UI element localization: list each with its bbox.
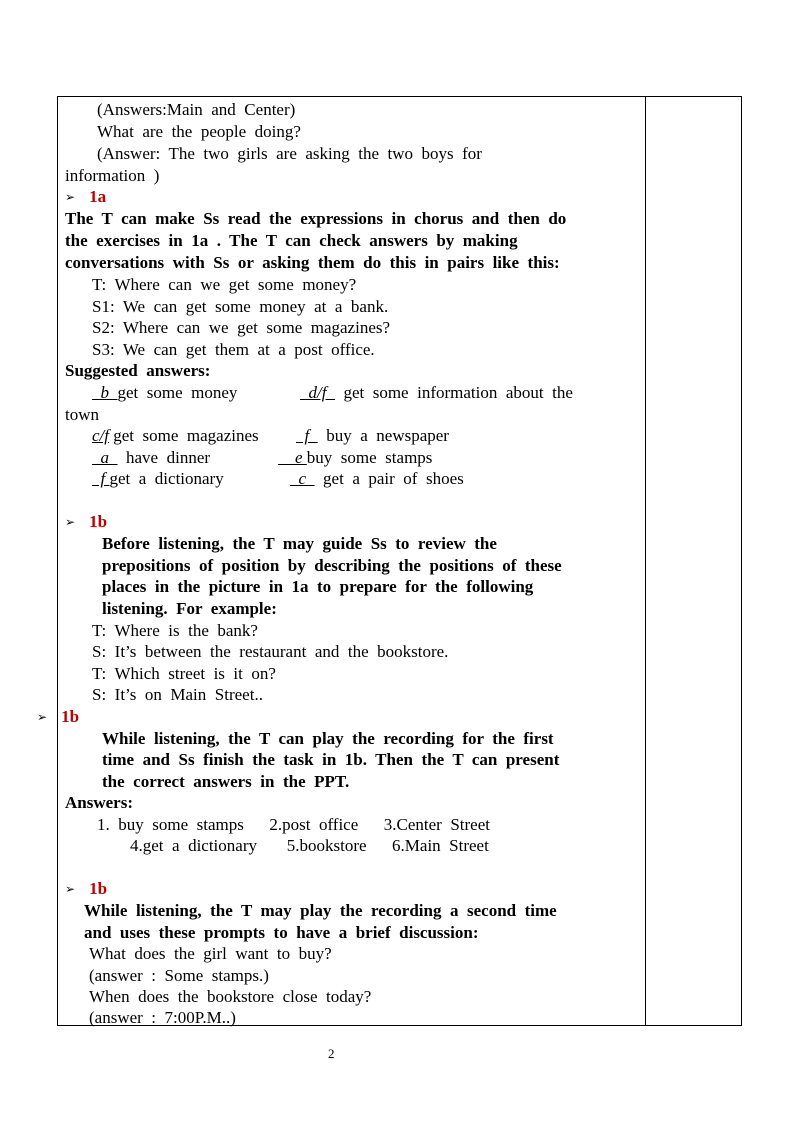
- suggested-answers-label: Suggested answers:: [65, 361, 211, 380]
- answer-people-line-2: information ): [65, 166, 160, 185]
- arrow-bullet-icon: ➢: [65, 190, 76, 204]
- answer-item: f get a dictionary: [92, 469, 224, 488]
- dialogue-line: S2: Where can we get some magazines?: [92, 318, 391, 337]
- section-1a-heading: ➢ 1a: [65, 187, 107, 206]
- answers-row: 1. buy some stamps 2.post office 3.Center Street: [97, 815, 490, 834]
- instruction-line: the correct answers in the PPT.: [102, 772, 350, 791]
- dialogue-line: When does the bookstore close today?: [89, 987, 372, 1006]
- section-1b-heading: ➢ 1b: [37, 707, 80, 726]
- page-number: 2: [328, 1046, 335, 1061]
- instruction-line: While listening, the T may play the recording a second time: [84, 901, 557, 920]
- dialogue-line: T: Where can we get some money?: [92, 275, 357, 294]
- answers-row: 4.get a dictionary 5.bookstore 6.Main Street: [130, 836, 489, 855]
- answer-item: c/f get some magazines: [92, 426, 259, 445]
- dialogue-line: T: Where is the bank?: [92, 621, 258, 640]
- dialogue-line: S3: We can get them at a post office.: [92, 340, 375, 359]
- instruction-line: places in the picture in 1a to prepare for the following: [102, 577, 534, 596]
- dialogue-line: S: It’s between the restaurant and the bookstore.: [92, 642, 449, 661]
- question-people: What are the people doing?: [97, 122, 301, 141]
- instruction-line: listening. For example:: [102, 599, 277, 618]
- instruction-line: time and Ss finish the task in 1b. Then the T can present: [102, 750, 560, 769]
- section-1b-heading: ➢ 1b: [65, 879, 108, 898]
- dialogue-line: (answer : 7:00P.M..): [89, 1008, 236, 1027]
- dialogue-line: What does the girl want to buy?: [89, 944, 332, 963]
- answer-item-continuation: town: [65, 405, 99, 424]
- instruction-line: Before listening, the T may guide Ss to review the: [102, 534, 497, 553]
- instruction-line: The T can make Ss read the expressions in chorus and then do: [65, 209, 567, 228]
- answer-item: e buy some stamps: [278, 448, 433, 467]
- dialogue-line: T: Which street is it on?: [92, 664, 276, 683]
- instruction-line: the exercises in 1a . The T can check answers by making: [65, 231, 518, 250]
- dialogue-line: (answer : Some stamps.): [89, 966, 269, 985]
- section-1b-heading: ➢ 1b: [65, 512, 108, 531]
- arrow-bullet-icon: ➢: [65, 882, 76, 896]
- instruction-line: conversations with Ss or asking them do this in pairs like this:: [65, 253, 560, 272]
- instruction-line: prepositions of position by describing the positions of these: [102, 556, 562, 575]
- arrow-bullet-icon: ➢: [65, 515, 76, 529]
- answer-people-line-1: (Answer: The two girls are asking the two boys for: [97, 144, 482, 163]
- instruction-line: and uses these prompts to have a brief discussion:: [84, 923, 479, 942]
- column-divider: [645, 97, 646, 1025]
- answer-item: d/f get some information about the: [300, 383, 573, 402]
- answers-label: Answers:: [65, 793, 133, 812]
- answer-item: c get a pair of shoes: [290, 469, 464, 488]
- dialogue-line: S1: We can get some money at a bank.: [92, 297, 389, 316]
- answer-item: b get some money: [92, 383, 238, 402]
- answer-main-center: (Answers:Main and Center): [97, 100, 296, 119]
- answer-item: f buy a newspaper: [296, 426, 449, 445]
- instruction-line: While listening, the T can play the recording for the first: [102, 729, 554, 748]
- answer-item: a have dinner: [92, 448, 211, 467]
- arrow-bullet-icon: ➢: [37, 710, 48, 724]
- dialogue-line: S: It’s on Main Street..: [92, 685, 263, 704]
